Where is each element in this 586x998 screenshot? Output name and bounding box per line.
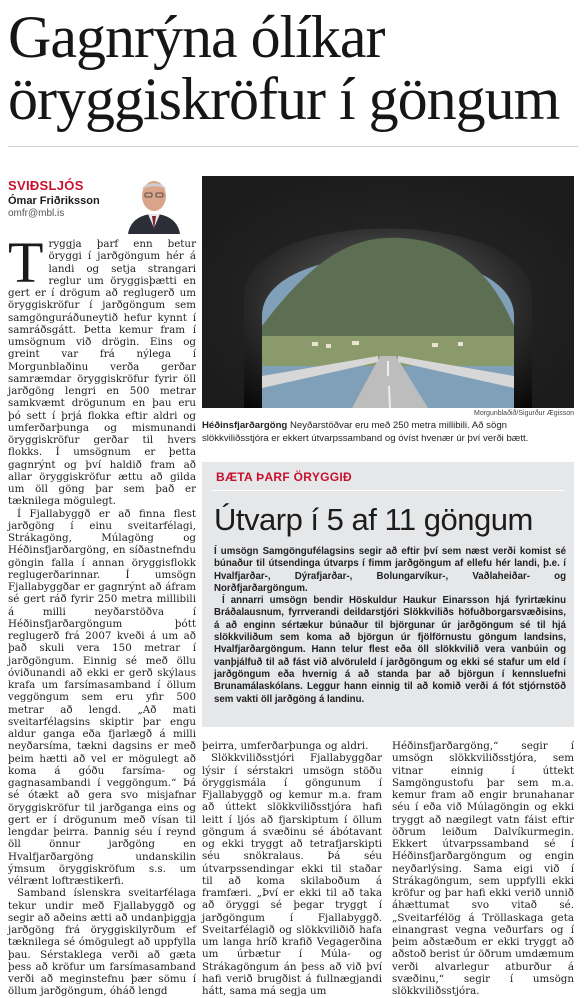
box-paragraph: Í umsögn Samgöngufélagsins segir að eftir því sem næst verði komist sé búnaður til útsendinga útvarps í fimm jarðgöngum af ellefu hér landi, þ.e. í Hvalfjarðar-, Dýrafjarðar-, Bolungarvíkur-, Vaðlaheiðar- og Norðfjarðargöngum. (214, 546, 566, 594)
box-rule (212, 490, 564, 491)
box-title: Útvarp í 5 af 11 göngum (214, 502, 533, 537)
paragraph: Slökkviliðsstjóri Fjallabyggðar lýsir í sérstakri umsögn stöðu öryggismála í göngunum í Fjallabyggð og kemur m.a. fram að úttekt slökkviliðsstjóra hafi leitt í ljós að fjarskiptum í öllum göngum á svæðinu sé ábótavant og ekki tryggt að tetrafjarskipti séu snökralaus. Þá séu útvarpssendingar ekki til staðar til að koma skilaboðum á framfæri. „Því er ekki til að taka að öryggi sé þegar tryggt í jarðgöngum í Fjallabyggð. Sveitarfélagið og slökkviliðið hafa um langa hríð krafið Vegagerðina um úrbætur í Múla- og Strákagöngum án þess að við því hafi verið brugðist á fullnægjandi hátt, sama má segja um (202, 752, 382, 997)
paragraph: Í Fjallabyggð er að finna flest jarðgöng í einu sveitarfélagi, Strákagöng, Múlagöng og Héðinsfjarðargöng, en síðastnefndu göngin falla í annan öryggisflokk reglugerðarinnar. Í umsögn Fjallabyggðar er gagnrýnt að áfram sé gert ráð fyrir 250 metra millibili á milli neyðarstöðva í Héðinsfjarðargöngum þótt reglugerð frá 2007 kveði á um að það skuli vera 150 metrar í jarðgöngum. Einnig sé með öllu óviðunandi að ekki er gerð skýlaus krafa um farsímasamband í öllum veggöngum sem eru yfir 500 metrar að lengd. „Að mati sveitarfélagsins skiptir þar engu aldur ganga eða fjarlægð á milli neyðarsíma, tækni dagsins er með þeim hætti að vel er mögulegt að koma á góðu farsíma- og gagnasambandi í veggöngum.“ Þá sé ótækt að gera svo misjafnar öryggiskröfur til jarðganga eins og gert er í drögunum með vísan til lengdar þeirra. Þannig séu í reynd öll önnur jarðgöng en Hvalfjarðargöng undanskilin ýmsum öryggiskröfum s.s. um vélrænt loftræstikerfi. (8, 507, 196, 887)
tunnel-photo (202, 176, 574, 408)
paragraph: ryggja þarf enn betur öryggi í jarðgöngum hér á landi og setja strangari reglur um öryggisþætti en gert er í drögum að reglugerð um öryggiskröfur í jarðgöngum sem samgönguráðuneytið hefur kynnt í samráðsgátt. Þetta kemur fram í umsögnum við drögin. Eins og greint var frá nýlega í Morgunblaðinu verða gerðar samræmdar öryggiskröfur fyrir öll jarðgöng lengri en 500 metrar samkvæmt drögunum en þau eru þó sett í þrjá flokka eftir aldri og umferðarþunga og mismunandi öryggiskröfur gerðar til hvers flokks. Í umsögnum er þetta gagnrýnt og því haldið fram að allar öryggiskröfur ættu að gilda um öll göng þar sem það er tæknilega mögulegt. (8, 238, 196, 508)
paragraph: Samband íslenskra sveitarfélaga tekur undir með Fjallabyggð og segir að aðeins ætti að undanþiggja jarðgöng frá öryggiskilyrðum ef tæknilega sé ómögulegt að uppfylla þau. Sérstaklega verði að gæta þess að kröfur um farsímasamband verði að meginstefnu þær sömu í öllum jarðgöngum, óháð lengd (8, 887, 196, 998)
sidebar-box (202, 462, 574, 727)
drop-cap: T (8, 230, 44, 295)
author-avatar (124, 172, 184, 234)
box-text (214, 546, 566, 706)
caption-text: Neyðarstöðvar eru með 250 metra millibili. Að sögn slökkviliðsstjóra er ekkert útvarpssamband og óvíst hvenær úr því verði bætt. (202, 420, 529, 444)
author-name: Ómar Friðriksson (8, 195, 100, 207)
paragraph: Héðinsfjarðargöng,“ segir í umsögn slökkviliðsstjóra, sem vitnar einnig í úttekt Samgöngustofu þar sem m.a. kemur fram að engir brunahanar séu í eða við Múlagöngin og ekki tryggt að nægilegt vatn fáist eftir öðrum leiðum Dalvíkurmegin. Ekkert útvarpssamband sé í Héðinsfjarðargöngum og engin neyðarlýsing. Sama eigi við í Strákagöngum, sem uppfylli ekki kröfur og þar hafi ekki verið unnið áhættumat svo vitað sé. „Sveitarfélög á Tröllaskaga geta einangrast vegna veðurfars og í þeim aðstæðum er ekki tryggt að aðstoð berist úr öðrum umdæmum verði alvarlegur atburður á svæðinu,“ segir í umsögn slökkviliðsstjóra. (392, 740, 574, 997)
article-column-1 (8, 230, 196, 998)
box-tag: BÆTA ÞARF ÖRYGGIÐ (216, 470, 352, 484)
tunnel-image-icon (202, 176, 574, 408)
author-email[interactable]: omfr@mbl.is (8, 208, 65, 219)
caption-bold: Héðinsfjarðargöng (202, 420, 288, 431)
article-column-2 (202, 740, 382, 997)
photo-caption (202, 419, 574, 445)
headline: Gagnrýna ólíkar öryggiskröfur í göngum (8, 4, 560, 132)
paragraph: þeirra, umferðarþunga og aldri. (202, 740, 369, 752)
photo-credit: Morgunblaðið/Sigurður Ægisson (474, 410, 574, 417)
header-rule (8, 146, 578, 147)
author-portrait-icon (124, 172, 184, 234)
article-column-3 (392, 740, 574, 997)
box-paragraph: Í annarri umsögn bendir Höskuldur Haukur Einarsson hjá fyrirtækinu Bráðalausnum, fyrrverandi deildarstjóri Slökkviliðs höfuðborgarsvæðisins, á að enginn sértækur búnaður til björgunar úr jarðgöngum sé til hjá slökkviliðum sem koma að björgun úr fjölförnustu göngum landsins, Hvalfjarðargöngum. Hann telur flest eða öll slökkvilið vera vanbúin og vanþjálfuð til að fást við alvöruleld í jarðgöngum og ekki sé stafur um eld í jarðgöngum eða hvernig á að standa þar að björgun í kennsluefni Brunamálaskólans. Leggur hann einnig til að komið verði á fót stjórnstöð sem vakti öll jarðgöng á landinu. (214, 595, 566, 705)
section-tag: SVIÐSLJÓS (8, 178, 84, 193)
